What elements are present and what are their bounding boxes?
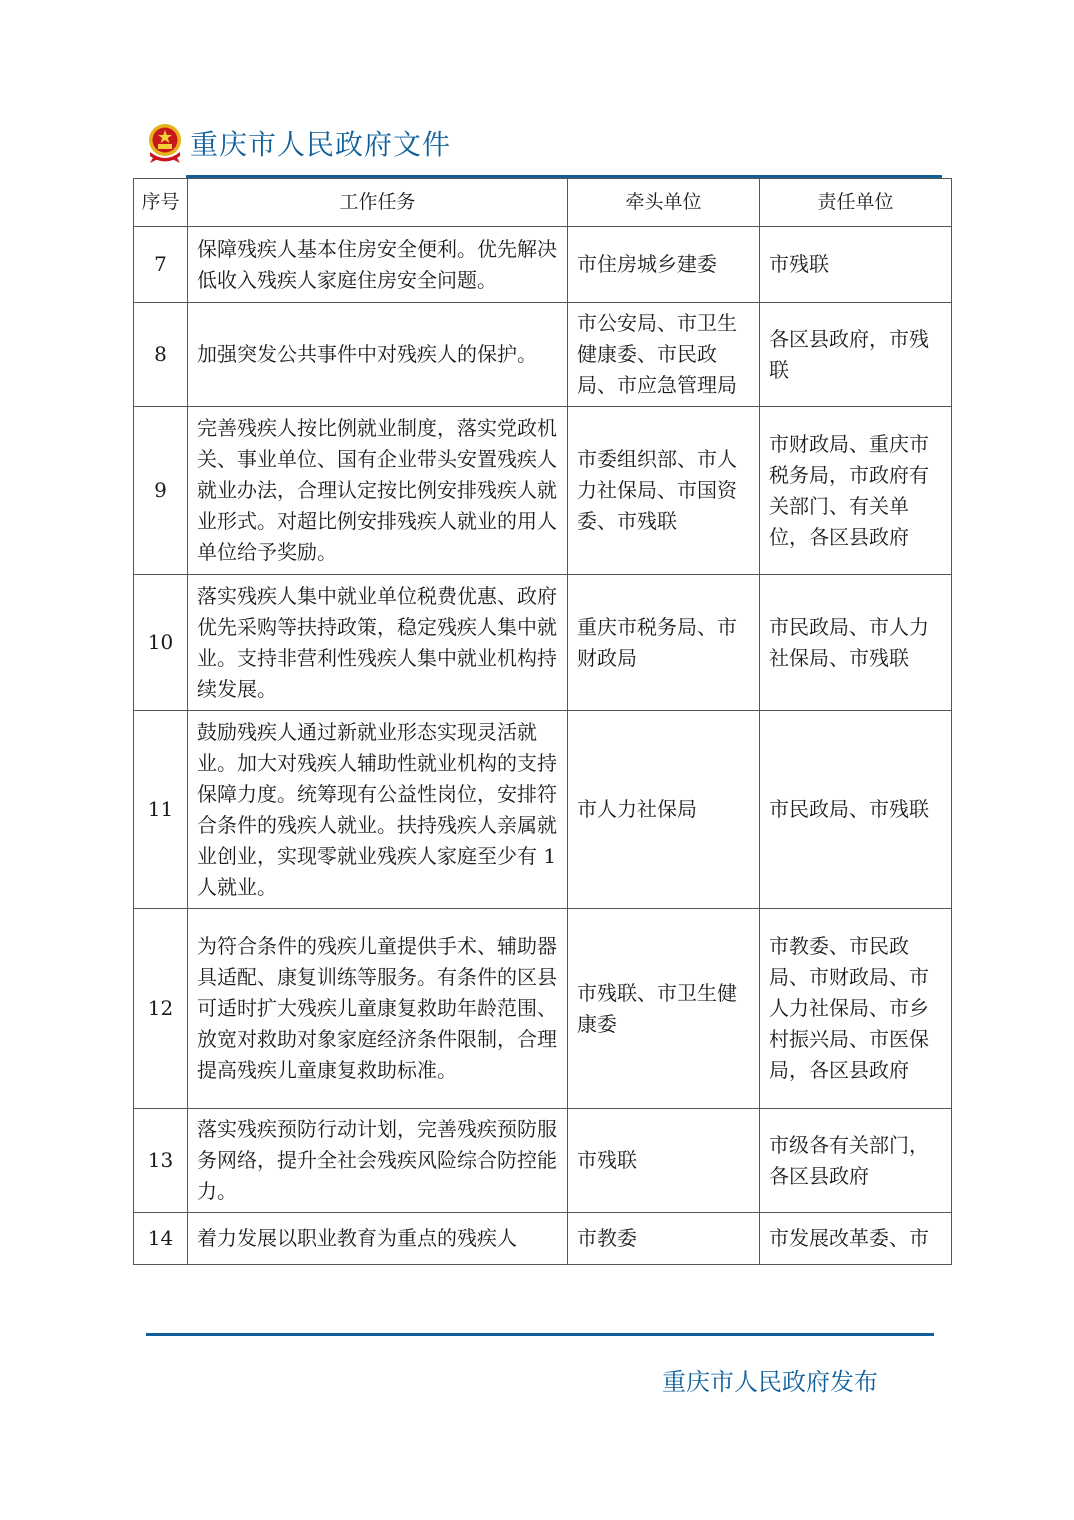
document-title: 重庆市人民政府文件: [190, 128, 452, 161]
task-cell: 保障残疾人基本住房安全便利。优先解决低收入残疾人家庭住房安全问题。: [188, 227, 568, 303]
row-number: 10: [134, 575, 188, 711]
row-number: 9: [134, 407, 188, 575]
row-number: 14: [134, 1213, 188, 1265]
national-emblem-icon: [146, 122, 184, 164]
responsible-unit-cell: 各区县政府，市残联: [760, 303, 952, 407]
responsible-unit-cell: 市残联: [760, 227, 952, 303]
lead-unit-cell: 市残联: [568, 1109, 760, 1213]
responsible-unit-cell: 市级各有关部门，各区县政府: [760, 1109, 952, 1213]
document-header: [146, 118, 451, 168]
table-row: [134, 227, 952, 303]
task-cell: 落实残疾预防行动计划，完善残疾预防服务网络，提升全社会残疾风险综合防控能力。: [188, 1109, 568, 1213]
footer-divider: [146, 1333, 934, 1336]
table-row: [134, 909, 952, 1109]
lead-unit-cell: 重庆市税务局、市财政局: [568, 575, 760, 711]
lead-unit-cell: 市公安局、市卫生健康委、市民政局、市应急管理局: [568, 303, 760, 407]
table-row: [134, 303, 952, 407]
responsible-unit-cell: 市发展改革委、市: [760, 1213, 952, 1265]
table-row: [134, 1109, 952, 1213]
task-cell: 着力发展以职业教育为重点的残疾人: [188, 1213, 568, 1265]
task-cell: 加强突发公共事件中对残疾人的保护。: [188, 303, 568, 407]
table-row: [134, 407, 952, 575]
task-cell: 鼓励残疾人通过新就业形态实现灵活就业。加大对残疾人辅助性就业机构的支持保障力度。统筹现有公益性岗位，安排符合条件的残疾人就业。扶持残疾人亲属就业创业，实现零就业残疾人家庭至少有 1 人就业。: [188, 711, 568, 909]
row-number: 8: [134, 303, 188, 407]
responsible-unit-cell: 市民政局、市残联: [760, 711, 952, 909]
lead-unit-cell: 市残联、市卫生健康委: [568, 909, 760, 1109]
row-number: 12: [134, 909, 188, 1109]
column-header-number: 序号: [134, 179, 188, 227]
responsible-unit-cell: 市教委、市民政局、市财政局、市人力社保局、市乡村振兴局、市医保局，各区县政府: [760, 909, 952, 1109]
column-header-lead-unit: 牵头单位: [568, 179, 760, 227]
lead-unit-cell: 市人力社保局: [568, 711, 760, 909]
task-cell: 为符合条件的残疾儿童提供手术、辅助器具适配、康复训练等服务。有条件的区县可适时扩大残疾儿童康复救助年龄范围、放宽对救助对象家庭经济条件限制，合理提高残疾儿童康复救助标准。: [188, 909, 568, 1109]
responsible-unit-cell: 市民政局、市人力社保局、市残联: [760, 575, 952, 711]
task-table: [133, 178, 952, 1265]
column-header-responsible-unit: 责任单位: [760, 179, 952, 227]
row-number: 7: [134, 227, 188, 303]
publisher-label: 重庆市人民政府发布: [662, 1368, 878, 1396]
responsible-unit-cell: 市财政局、重庆市税务局，市政府有关部门、有关单位，各区县政府: [760, 407, 952, 575]
row-number: 13: [134, 1109, 188, 1213]
task-cell: 完善残疾人按比例就业制度，落实党政机关、事业单位、国有企业带头安置残疾人就业办法，合理认定按比例安排残疾人就业形式。对超比例安排残疾人就业的用人单位给予奖励。: [188, 407, 568, 575]
lead-unit-cell: 市委组织部、市人力社保局、市国资委、市残联: [568, 407, 760, 575]
table-row: [134, 575, 952, 711]
lead-unit-cell: 市住房城乡建委: [568, 227, 760, 303]
table-header-row: [134, 179, 952, 227]
lead-unit-cell: 市教委: [568, 1213, 760, 1265]
column-header-task: 工作任务: [188, 179, 568, 227]
task-cell: 落实残疾人集中就业单位税费优惠、政府优先采购等扶持政策，稳定残疾人集中就业。支持非营利性残疾人集中就业机构持续发展。: [188, 575, 568, 711]
table-row: [134, 1213, 952, 1265]
table-row: [134, 711, 952, 909]
row-number: 11: [134, 711, 188, 909]
